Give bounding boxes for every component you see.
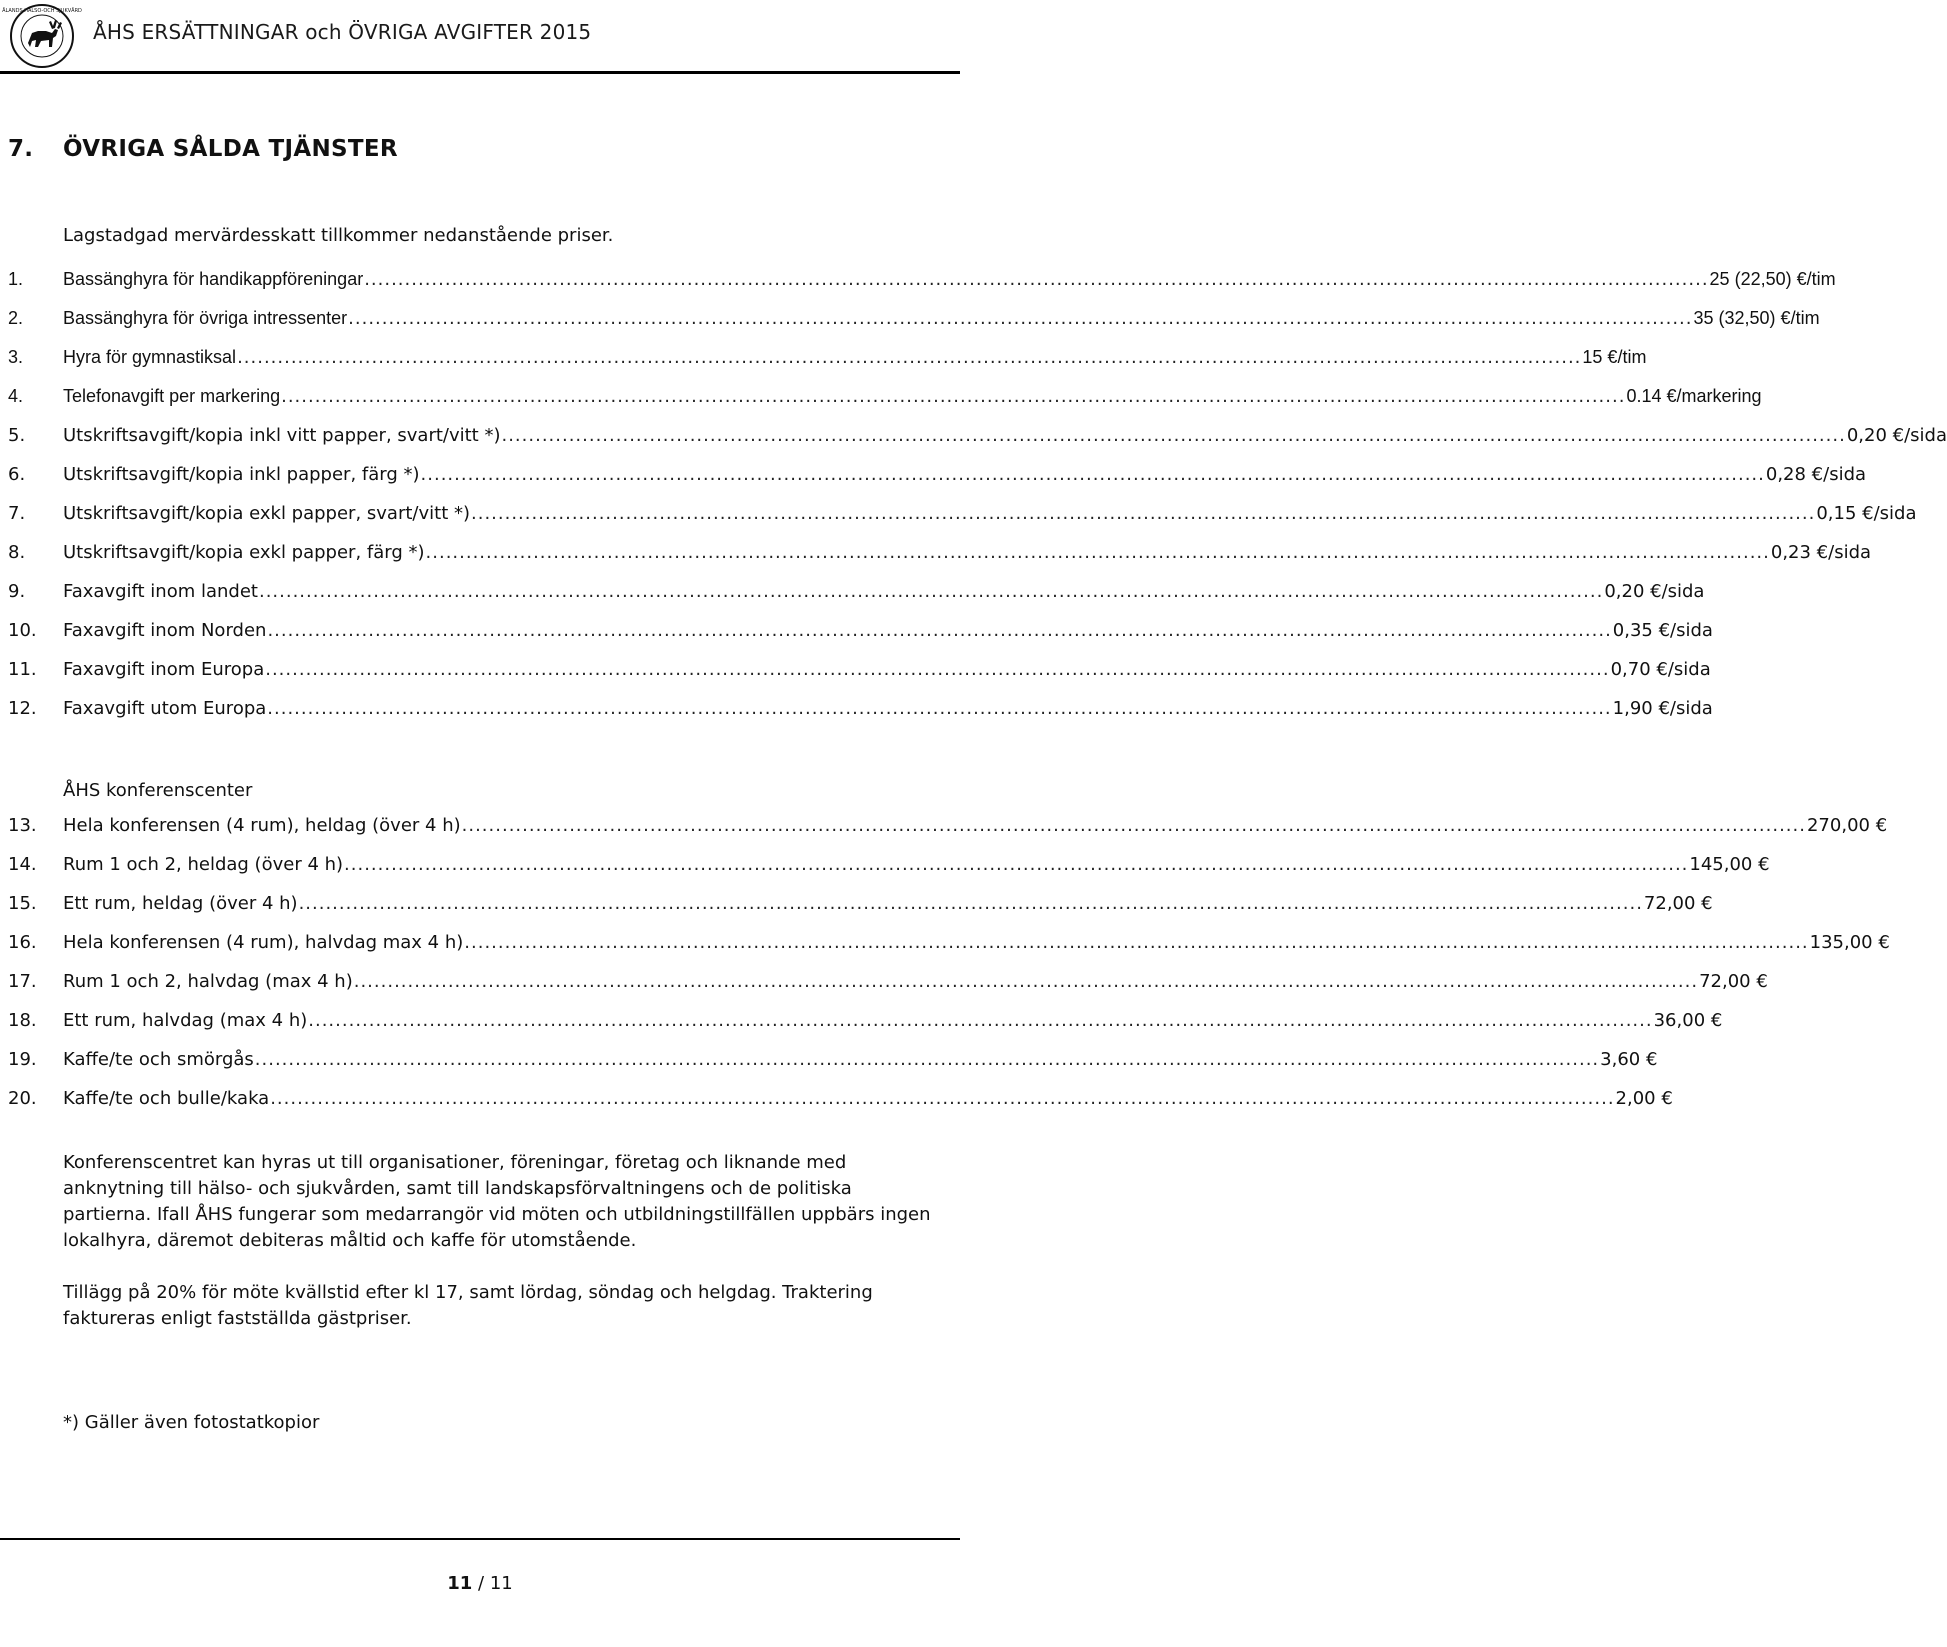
item-label: Ett rum, halvdag (max 4 h) bbox=[63, 1010, 308, 1031]
dot-leader: ........................................................................................................................................................................................................ bbox=[308, 1010, 1653, 1031]
dot-leader: ........................................................................................................................................................................................................ bbox=[270, 1088, 1615, 1109]
item-price: 0,70 €/sida bbox=[1610, 659, 1711, 680]
dot-leader: ........................................................................................................................................................................................................ bbox=[267, 620, 1612, 641]
item-number: 18. bbox=[8, 1010, 37, 1031]
dot-leader: ........................................................................................................................................................................................................ bbox=[281, 386, 1626, 407]
item-number: 15. bbox=[8, 893, 37, 914]
item-price: 72,00 € bbox=[1643, 893, 1713, 914]
section-title-text: ÖVRIGA SÅLDA TJÄNSTER bbox=[63, 136, 398, 162]
header-divider bbox=[0, 71, 960, 74]
price-row bbox=[8, 308, 1820, 332]
item-label: Faxavgift inom landet bbox=[63, 581, 258, 602]
item-label: Hela konferensen (4 rum), halvdag max 4 h) bbox=[63, 932, 464, 953]
item-number: 20. bbox=[8, 1088, 37, 1109]
dot-leader: ........................................................................................................................................................................................................ bbox=[265, 659, 1610, 680]
page-number bbox=[0, 1573, 960, 1594]
item-number: 7. bbox=[8, 503, 26, 524]
page-header bbox=[0, 0, 960, 74]
item-label: Kaffe/te och smörgås bbox=[63, 1049, 254, 1070]
dot-leader: ........................................................................................................................................................................................................ bbox=[353, 971, 1699, 992]
price-row bbox=[8, 386, 1762, 410]
item-number: 10. bbox=[8, 620, 37, 641]
conference-heading: ÅHS konferenscenter bbox=[63, 780, 253, 801]
item-number: 12. bbox=[8, 698, 37, 719]
item-price: 0,35 €/sida bbox=[1612, 620, 1713, 641]
item-label: Ett rum, heldag (över 4 h) bbox=[63, 893, 298, 914]
price-row bbox=[8, 893, 1713, 917]
item-price: 145,00 € bbox=[1689, 854, 1770, 875]
price-row bbox=[8, 659, 1711, 683]
dot-leader: ........................................................................................................................................................................................................ bbox=[298, 893, 1643, 914]
dot-leader: ........................................................................................................................................................................................................ bbox=[464, 932, 1809, 953]
price-row bbox=[8, 503, 1917, 527]
dot-leader: ........................................................................................................................................................................................................ bbox=[344, 854, 1689, 875]
item-label: Kaffe/te och bulle/kaka bbox=[63, 1088, 270, 1109]
item-label: Faxavgift inom Europa bbox=[63, 659, 265, 680]
logo-text: ÅLANDS HÄLSO-OCH SJUKVÅRD bbox=[2, 8, 82, 14]
item-label: Rum 1 och 2, halvdag (max 4 h) bbox=[63, 971, 353, 992]
price-row bbox=[8, 1088, 1673, 1112]
price-row bbox=[8, 854, 1770, 878]
footnote: *) Gäller även fotostatkopior bbox=[63, 1412, 320, 1433]
item-number: 3. bbox=[8, 347, 24, 367]
item-number: 6. bbox=[8, 464, 26, 485]
item-number: 19. bbox=[8, 1049, 37, 1070]
item-number: 14. bbox=[8, 854, 37, 875]
section-title bbox=[8, 136, 398, 162]
item-label: Utskriftsavgift/kopia exkl papper, färg *) bbox=[63, 542, 425, 563]
footer-divider bbox=[0, 1538, 960, 1540]
item-price: 0.14 €/markering bbox=[1626, 386, 1762, 406]
price-row bbox=[8, 698, 1713, 722]
item-number: 9. bbox=[8, 581, 26, 602]
item-price: 0,20 €/sida bbox=[1604, 581, 1705, 602]
item-label: Hyra för gymnastiksal bbox=[63, 347, 237, 367]
item-number: 1. bbox=[8, 269, 24, 289]
price-row bbox=[8, 347, 1647, 371]
price-row bbox=[8, 1049, 1658, 1073]
price-row bbox=[8, 542, 1872, 566]
dot-leader: ........................................................................................................................................................................................................ bbox=[461, 815, 1806, 836]
dot-leader: ........................................................................................................................................................................................................ bbox=[501, 425, 1846, 446]
item-label: Faxavgift utom Europa bbox=[63, 698, 267, 719]
price-row bbox=[8, 425, 1947, 449]
dot-leader: ........................................................................................................................................................................................................ bbox=[258, 581, 1604, 602]
item-price: 72,00 € bbox=[1699, 971, 1768, 992]
dot-leader: ........................................................................................................................................................................................................ bbox=[364, 269, 1709, 290]
price-row bbox=[8, 815, 1888, 839]
dot-leader: ........................................................................................................................................................................................................ bbox=[425, 542, 1770, 563]
item-price: 0,23 €/sida bbox=[1770, 542, 1872, 563]
item-label: Bassänghyra för övriga intressenter bbox=[63, 308, 348, 328]
current-page: 11 bbox=[447, 1573, 473, 1594]
item-number: 11. bbox=[8, 659, 37, 680]
price-row bbox=[8, 1010, 1723, 1034]
item-number: 5. bbox=[8, 425, 26, 446]
surcharge-paragraph: Tillägg på 20% för möte kvällstid efter kl 17, samt lördag, söndag och helgdag. Traktering faktureras enligt fastställda gästpriser. bbox=[63, 1282, 873, 1329]
item-label: Faxavgift inom Norden bbox=[63, 620, 267, 641]
price-row bbox=[8, 269, 1836, 293]
organization-logo bbox=[2, 3, 82, 69]
item-number: 13. bbox=[8, 815, 37, 836]
item-label: Utskriftsavgift/kopia exkl papper, svart/vitt *) bbox=[63, 503, 470, 524]
dot-leader: ........................................................................................................................................................................................................ bbox=[267, 698, 1612, 719]
dot-leader: ........................................................................................................................................................................................................ bbox=[471, 503, 1816, 524]
vat-note: Lagstadgad mervärdesskatt tillkommer nedanstående priser. bbox=[63, 225, 614, 246]
total-pages: 11 bbox=[489, 1573, 513, 1594]
price-row bbox=[8, 932, 1890, 956]
section-number: 7. bbox=[8, 136, 34, 162]
item-number: 4. bbox=[8, 386, 24, 406]
header-title: ÅHS ERSÄTTNINGAR och ÖVRIGA AVGIFTER 2015 bbox=[93, 20, 592, 44]
item-number: 8. bbox=[8, 542, 26, 563]
price-row bbox=[8, 464, 1867, 488]
dot-leader: ........................................................................................................................................................................................................ bbox=[348, 308, 1693, 329]
item-label: Rum 1 och 2, heldag (över 4 h) bbox=[63, 854, 344, 875]
item-number: 17. bbox=[8, 971, 37, 992]
item-price: 15 €/tim bbox=[1582, 347, 1647, 367]
price-row bbox=[8, 620, 1713, 644]
dot-leader: ........................................................................................................................................................................................................ bbox=[237, 347, 1582, 368]
page-separator: / bbox=[472, 1573, 490, 1594]
price-row bbox=[8, 971, 1768, 995]
item-label: Utskriftsavgift/kopia inkl papper, färg *) bbox=[63, 464, 420, 485]
item-price: 0,15 €/sida bbox=[1816, 503, 1917, 524]
item-price: 2,00 € bbox=[1615, 1088, 1673, 1109]
item-price: 0,28 €/sida bbox=[1765, 464, 1867, 485]
item-price: 36,00 € bbox=[1653, 1010, 1723, 1031]
item-number: 2. bbox=[8, 308, 24, 328]
item-number: 16. bbox=[8, 932, 37, 953]
item-price: 0,20 €/sida bbox=[1846, 425, 1947, 446]
item-label: Hela konferensen (4 rum), heldag (över 4 h) bbox=[63, 815, 461, 836]
item-label: Utskriftsavgift/kopia inkl vitt papper, svart/vitt *) bbox=[63, 425, 501, 446]
item-price: 135,00 € bbox=[1809, 932, 1890, 953]
item-label: Telefonavgift per markering bbox=[63, 386, 281, 406]
item-price: 3,60 € bbox=[1600, 1049, 1658, 1070]
dot-leader: ........................................................................................................................................................................................................ bbox=[420, 464, 1765, 485]
price-row bbox=[8, 581, 1705, 605]
item-label: Bassänghyra för handikappföreningar bbox=[63, 269, 364, 289]
item-price: 1,90 €/sida bbox=[1612, 698, 1713, 719]
conference-info-paragraph: Konferenscentret kan hyras ut till organisationer, föreningar, företag och liknande med anknytning till hälso- och sjukvården, samt till landskapsförvaltningens och de politiska partierna. Ifall ÅHS fungerar som medarrangör vid möten och utbildningstillfällen uppbärs ingen lokalhyra, däremot debiteras måltid och kaffe för utomstående. bbox=[63, 1152, 931, 1251]
dot-leader: ........................................................................................................................................................................................................ bbox=[254, 1049, 1600, 1070]
item-price: 25 (22,50) €/tim bbox=[1709, 269, 1836, 289]
item-price: 270,00 € bbox=[1806, 815, 1888, 836]
item-price: 35 (32,50) €/tim bbox=[1693, 308, 1820, 328]
